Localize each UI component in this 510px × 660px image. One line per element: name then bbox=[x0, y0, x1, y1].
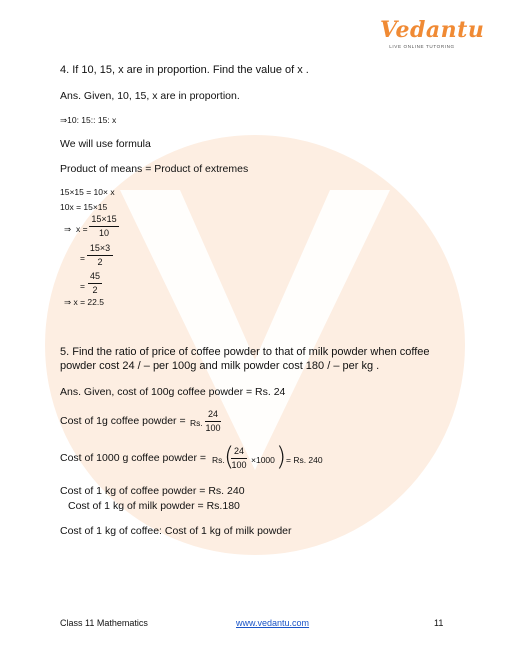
fraction-numerator: 45 bbox=[89, 271, 100, 281]
q4-equals-2: = bbox=[80, 253, 85, 263]
q4-result: ⇒ x = 22.5 bbox=[64, 297, 104, 307]
q5-cost-1000g-result: = Rs. 240 bbox=[286, 455, 323, 465]
q4-x-equals: x = bbox=[76, 224, 88, 234]
fraction-numerator: 24 bbox=[207, 409, 218, 419]
q4-implies-1: ⇒ bbox=[64, 224, 72, 234]
q4-answer: Ans. Given, 10, 15, x are in proportion. bbox=[60, 90, 240, 102]
q4-formula-intro: We will use formula bbox=[60, 138, 151, 150]
brand-logo bbox=[380, 17, 485, 49]
q5-question-line-1: 5. Find the ratio of price of coffee powder to that of milk powder when coffee bbox=[60, 346, 430, 358]
q5-cost-1kg-coffee: Cost of 1 kg of coffee powder = Rs. 240 bbox=[60, 485, 245, 497]
q4-fraction-1 bbox=[89, 214, 119, 239]
fraction-numerator: 15×15 bbox=[91, 214, 117, 224]
q4-fraction-2 bbox=[87, 243, 113, 268]
fraction-denominator: 2 bbox=[92, 285, 98, 295]
q5-cost-1g-label: Cost of 1g coffee powder = bbox=[60, 415, 186, 427]
q5-cost-1g-fraction bbox=[205, 409, 221, 434]
q5-rs-2: Rs. bbox=[212, 455, 225, 465]
fraction-denominator: 10 bbox=[98, 228, 109, 238]
q5-answer: Ans. Given, cost of 100g coffee powder = Rs. 24 bbox=[60, 386, 286, 398]
q4-equation-1: 15×15 = 10× x bbox=[60, 187, 115, 197]
q5-cost-1000g-label: Cost of 1000 g coffee powder = bbox=[60, 452, 207, 464]
q5-rs-1: Rs. bbox=[190, 418, 203, 428]
fraction-numerator: 15×3 bbox=[89, 243, 111, 253]
q4-formula: Product of means = Product of extremes bbox=[60, 163, 249, 175]
q5-cost-1kg-milk: Cost of 1 kg of milk powder = Rs.180 bbox=[68, 500, 240, 512]
q4-equals-3: = bbox=[80, 281, 85, 291]
right-paren: ) bbox=[276, 442, 287, 472]
footer-link-wrap bbox=[236, 618, 309, 628]
q5-question-line-2: powder cost 24 / – per 100g and milk powder cost 180 / – per kg . bbox=[60, 360, 380, 372]
q4-equation-2: 10x = 15×15 bbox=[60, 202, 108, 212]
fraction-numerator: 24 bbox=[233, 446, 244, 456]
footer-class-label: Class 11 Mathematics bbox=[60, 618, 148, 628]
fraction-denominator: 2 bbox=[97, 257, 103, 267]
logo-wordmark: Vedantu bbox=[380, 17, 485, 43]
q4-fraction-3 bbox=[88, 271, 102, 296]
q5-times-1000: ×1000 bbox=[251, 455, 275, 465]
fraction-denominator: 100 bbox=[231, 460, 247, 470]
q5-cost-1000g-fraction bbox=[231, 446, 247, 471]
footer-website-link[interactable]: www.vedantu.com bbox=[236, 618, 310, 628]
q4-question: 4. If 10, 15, x are in proportion. Find the value of x . bbox=[60, 64, 309, 76]
fraction-denominator: 100 bbox=[205, 423, 221, 433]
logo-tagline: LIVE ONLINE TUTORING bbox=[389, 44, 455, 49]
q4-step-proportion: ⇒10: 15:: 15: x bbox=[60, 115, 117, 125]
left-paren: ( bbox=[224, 442, 235, 472]
q5-ratio-line: Cost of 1 kg of coffee: Cost of 1 kg of milk powder bbox=[60, 525, 292, 537]
footer-page-number: 11 bbox=[434, 618, 444, 628]
